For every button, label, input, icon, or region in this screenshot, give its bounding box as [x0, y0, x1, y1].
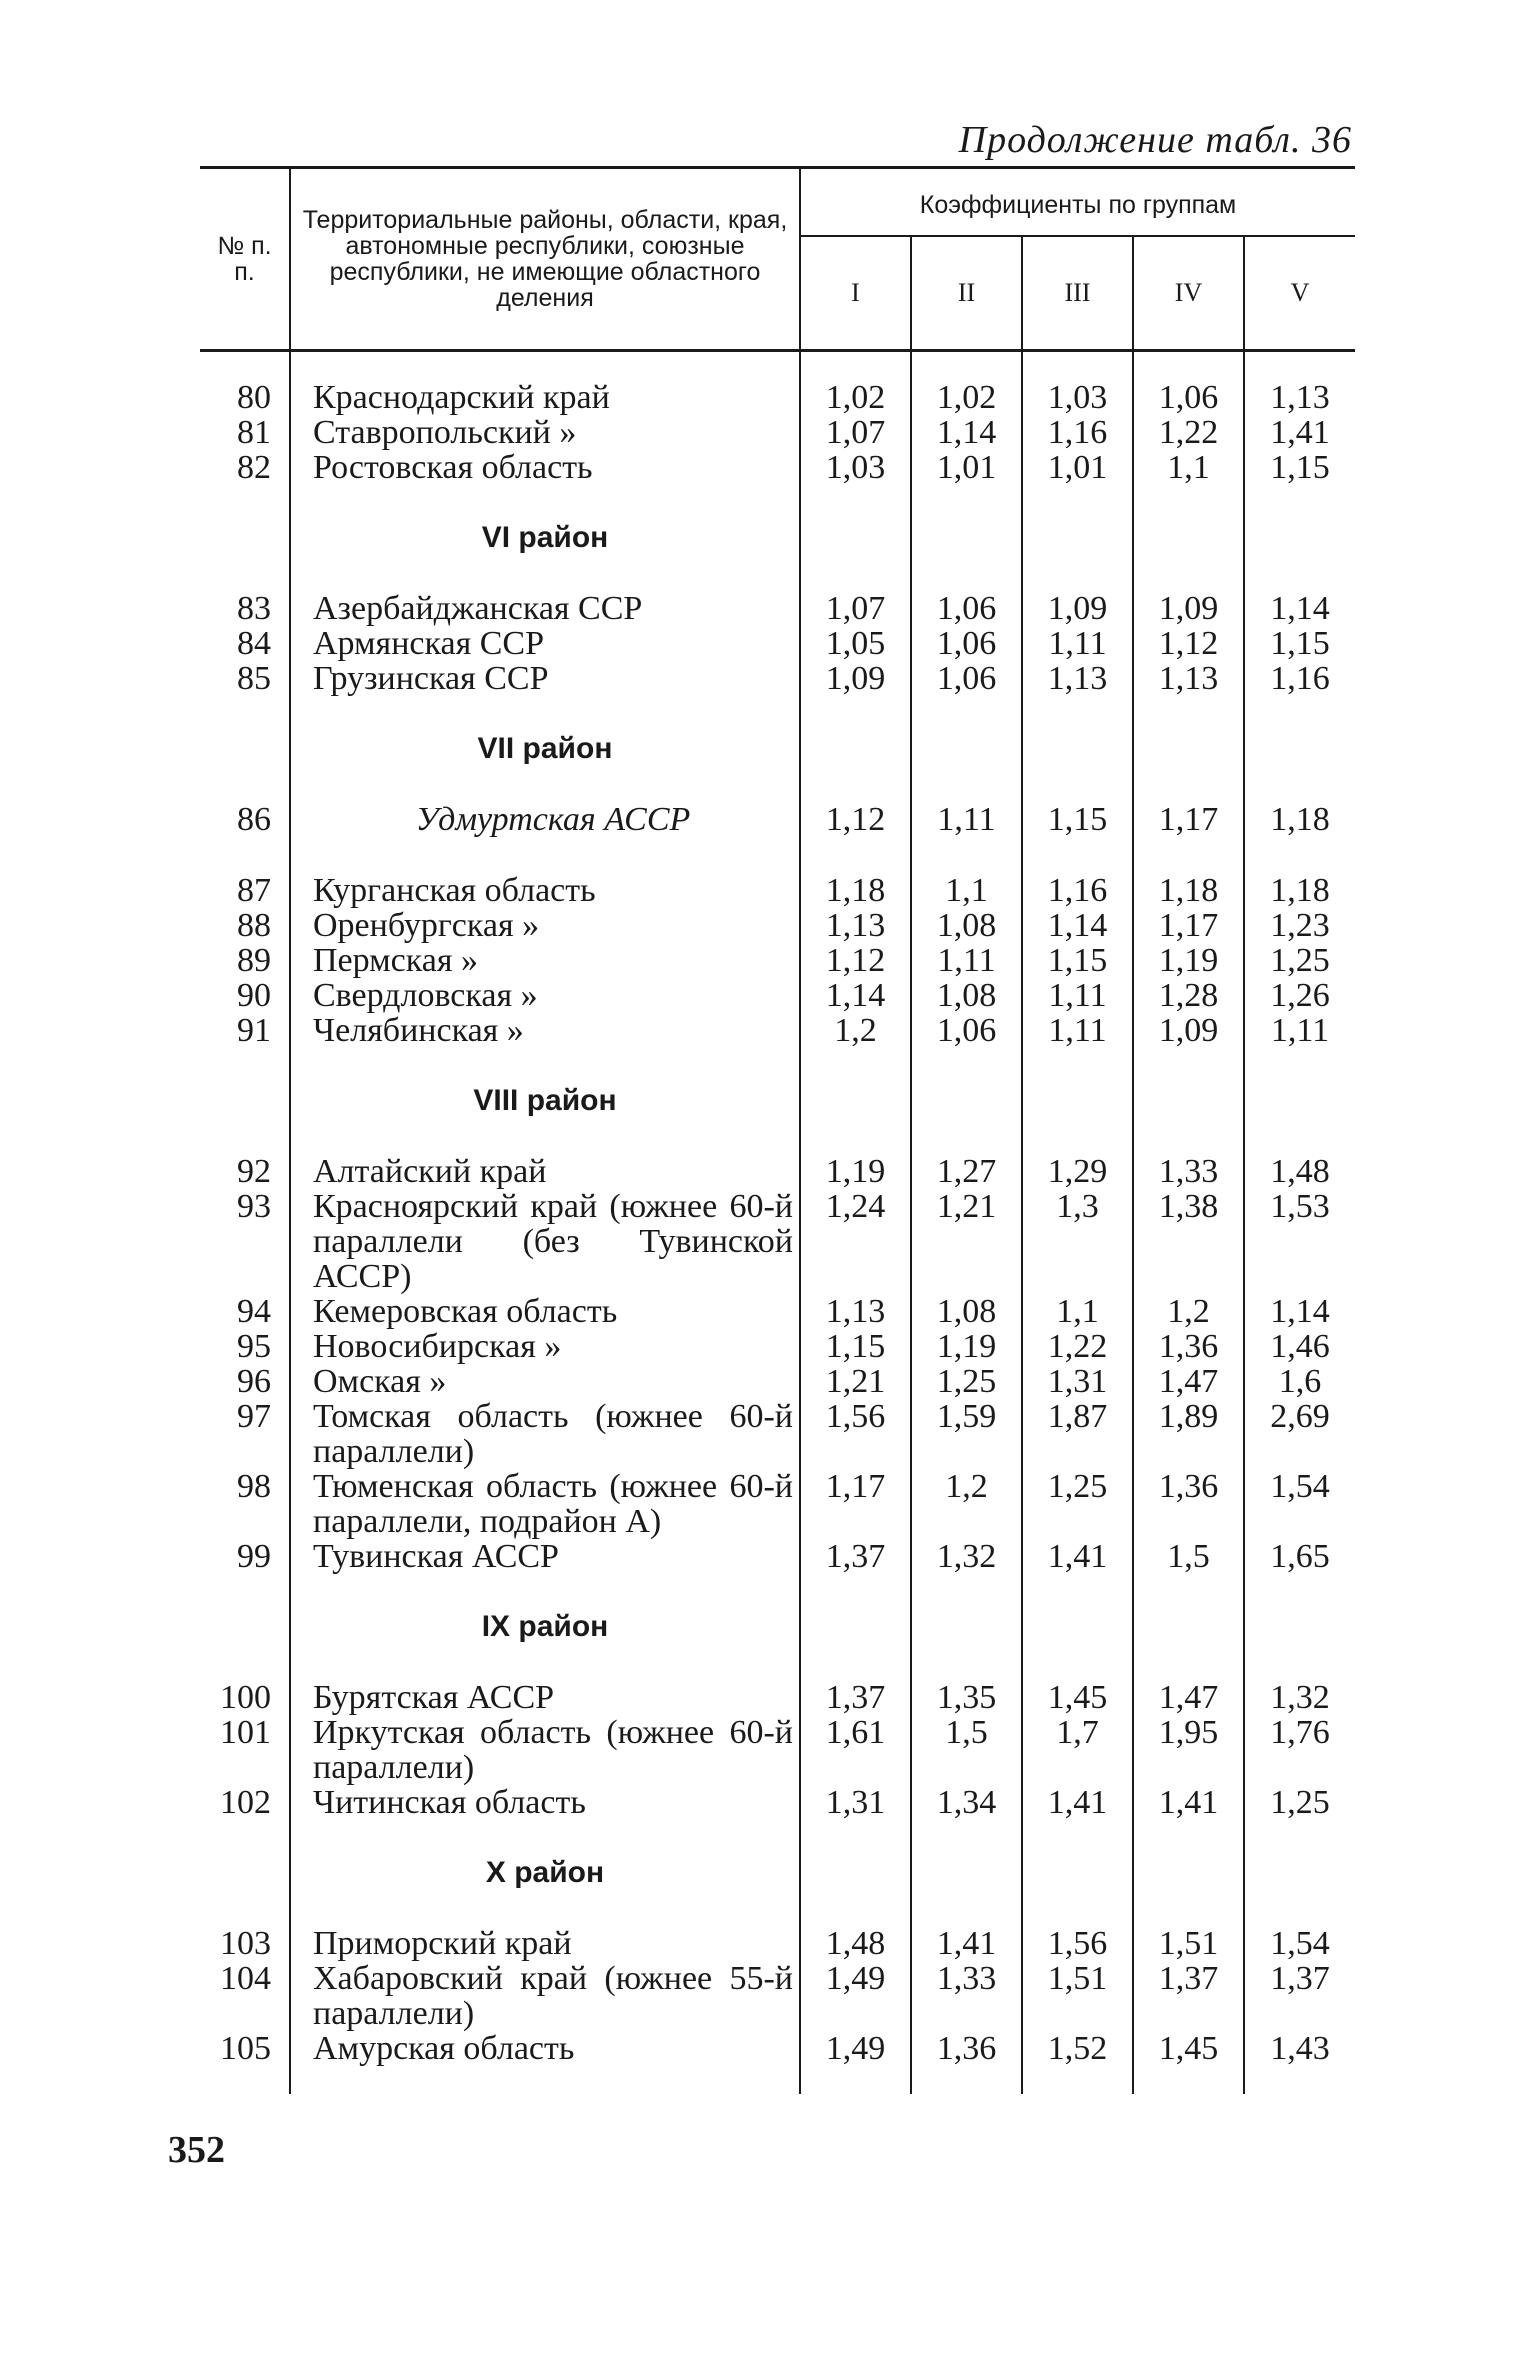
coefficient-group-5: 1,54 — [1244, 1926, 1355, 1961]
territory-name: Ставропольский » — [290, 415, 800, 450]
section-empty-cell — [911, 485, 1022, 591]
coefficient-group-2: 1,34 — [911, 1785, 1022, 1820]
section-empty-cell — [911, 1574, 1022, 1680]
coefficient-group-1: 1,17 — [800, 1469, 911, 1539]
spacer-cell — [1022, 837, 1133, 873]
section-row — [200, 696, 1355, 802]
coefficient-group-3: 1,15 — [1022, 802, 1133, 837]
row-number: 81 — [237, 414, 271, 451]
coefficient-group-5: 1,37 — [1244, 1961, 1355, 2031]
territory-name: Кемеровская область — [290, 1294, 800, 1329]
coefficient-group-1: 1,56 — [800, 1399, 911, 1469]
coefficient-group-2: 1,11 — [911, 943, 1022, 978]
coefficient-group-4: 1,22 — [1133, 415, 1244, 450]
section-empty-cell — [1022, 1820, 1133, 1926]
coefficient-group-1: 1,2 — [800, 1013, 911, 1048]
coefficient-group-4: 1,33 — [1133, 1154, 1244, 1189]
coefficient-group-4: 1,47 — [1133, 1364, 1244, 1399]
coefficient-group-4: 1,95 — [1133, 1715, 1244, 1785]
header-group-1: I — [800, 236, 911, 351]
coefficient-group-2: 1,2 — [911, 1469, 1022, 1539]
coefficient-group-2: 1,08 — [911, 1294, 1022, 1329]
table-row — [200, 591, 1355, 626]
coefficient-group-4: 1,89 — [1133, 1399, 1244, 1469]
coefficient-group-3: 1,11 — [1022, 626, 1133, 661]
coefficient-group-5: 1,41 — [1244, 415, 1355, 450]
coefficient-group-5: 1,53 — [1244, 1189, 1355, 1294]
table-row — [200, 1785, 1355, 1820]
table-row — [200, 1013, 1355, 1048]
coefficient-group-5: 1,25 — [1244, 1785, 1355, 1820]
header-group-2: II — [911, 236, 1022, 351]
coefficient-group-2: 1,32 — [911, 1539, 1022, 1574]
coefficient-group-1: 1,15 — [800, 1329, 911, 1364]
page-number: 352 — [168, 2129, 225, 2171]
row-number: 88 — [237, 907, 271, 944]
row-number: 93 — [237, 1188, 271, 1225]
coefficient-group-2: 1,06 — [911, 626, 1022, 661]
section-empty-cell — [1133, 1574, 1244, 1680]
territory-name: Удмуртская АССР — [290, 802, 800, 837]
territory-name: Ростовская область — [290, 450, 800, 485]
section-title: VI район — [290, 485, 800, 591]
coefficient-group-3: 1,1 — [1022, 1294, 1133, 1329]
coefficient-group-2: 1,33 — [911, 1961, 1022, 2031]
coefficient-group-1: 1,37 — [800, 1680, 911, 1715]
row-number: 80 — [237, 379, 271, 416]
coefficient-group-1: 1,14 — [800, 978, 911, 1013]
section-row — [200, 1574, 1355, 1680]
coefficient-group-5: 1,25 — [1244, 943, 1355, 978]
coefficient-group-4: 1,28 — [1133, 978, 1244, 1013]
territory-name: Тюменская область (южнее 60-й параллели, подрайон А) — [290, 1469, 800, 1539]
section-empty-cell — [1133, 696, 1244, 802]
territory-name: Оренбургская » — [290, 908, 800, 943]
territory-name: Новосибирская » — [290, 1329, 800, 1364]
coefficient-group-5: 1,48 — [1244, 1154, 1355, 1189]
table-row — [200, 943, 1355, 978]
spacer-cell — [1133, 837, 1244, 873]
coefficient-group-3: 1,03 — [1022, 351, 1133, 416]
territory-name: Бурятская АССР — [290, 1680, 800, 1715]
coefficient-group-2: 1,06 — [911, 661, 1022, 696]
section-title: VII район — [290, 696, 800, 802]
coefficient-group-4: 1,38 — [1133, 1189, 1244, 1294]
row-number: 96 — [237, 1363, 271, 1400]
coefficient-group-1: 1,24 — [800, 1189, 911, 1294]
coefficient-group-5: 1,32 — [1244, 1680, 1355, 1715]
coefficient-group-2: 1,02 — [911, 351, 1022, 416]
table-row — [200, 1469, 1355, 1539]
row-number: 102 — [220, 1784, 271, 1821]
coefficient-group-2: 1,06 — [911, 591, 1022, 626]
section-empty-cell — [800, 485, 911, 591]
territory-name: Приморский край — [290, 1926, 800, 1961]
coefficient-group-5: 1,14 — [1244, 591, 1355, 626]
section-row — [200, 1048, 1355, 1154]
coefficient-group-4: 1,2 — [1133, 1294, 1244, 1329]
row-number: 85 — [237, 660, 271, 697]
row-number: 92 — [237, 1153, 271, 1190]
coefficient-group-3: 1,14 — [1022, 908, 1133, 943]
territory-name: Краснодарский край — [290, 351, 800, 416]
row-number: 90 — [237, 977, 271, 1014]
territory-name: Хабаровский край (южнее 55-й параллели) — [290, 1961, 800, 2031]
coefficient-group-3: 1,52 — [1022, 2031, 1133, 2094]
table-row — [200, 1715, 1355, 1785]
section-empty-cell — [1133, 485, 1244, 591]
coefficient-group-4: 1,12 — [1133, 626, 1244, 661]
coefficient-group-5: 2,69 — [1244, 1399, 1355, 1469]
table-row — [200, 1680, 1355, 1715]
section-empty-cell — [1244, 1048, 1355, 1154]
row-number: 87 — [237, 872, 271, 909]
row-number: 98 — [237, 1468, 271, 1505]
table-row — [200, 415, 1355, 450]
coefficient-group-1: 1,12 — [800, 802, 911, 837]
table-body — [200, 351, 1355, 2095]
coefficient-group-3: 1,11 — [1022, 1013, 1133, 1048]
coefficient-group-1: 1,49 — [800, 2031, 911, 2094]
row-number: 104 — [220, 1960, 271, 1997]
coefficient-group-2: 1,11 — [911, 802, 1022, 837]
coefficient-group-5: 1,23 — [1244, 908, 1355, 943]
coefficient-group-1: 1,13 — [800, 1294, 911, 1329]
territory-name: Тувинская АССР — [290, 1539, 800, 1574]
section-row — [200, 485, 1355, 591]
coefficient-group-1: 1,02 — [800, 351, 911, 416]
coefficient-group-2: 1,41 — [911, 1926, 1022, 1961]
coefficient-group-5: 1,11 — [1244, 1013, 1355, 1048]
section-empty-cell — [911, 1048, 1022, 1154]
territory-name: Грузинская ССР — [290, 661, 800, 696]
coefficient-group-5: 1,14 — [1244, 1294, 1355, 1329]
coefficient-group-2: 1,59 — [911, 1399, 1022, 1469]
spacer-cell — [800, 837, 911, 873]
row-number: 83 — [237, 590, 271, 627]
header-group-4: IV — [1133, 236, 1244, 351]
table-row — [200, 626, 1355, 661]
coefficient-group-1: 1,61 — [800, 1715, 911, 1785]
table-row — [200, 978, 1355, 1013]
coefficient-group-4: 1,09 — [1133, 1013, 1244, 1048]
header-group-3: III — [1022, 236, 1133, 351]
territory-name: Омская » — [290, 1364, 800, 1399]
section-empty-cell — [1133, 1048, 1244, 1154]
coefficient-group-5: 1,16 — [1244, 661, 1355, 696]
coefficient-group-3: 1,3 — [1022, 1189, 1133, 1294]
coefficient-group-5: 1,15 — [1244, 626, 1355, 661]
coefficient-group-2: 1,08 — [911, 908, 1022, 943]
spacer-row — [200, 837, 1355, 873]
coefficient-group-2: 1,35 — [911, 1680, 1022, 1715]
coefficients-table — [200, 166, 1355, 2094]
coefficient-group-4: 1,41 — [1133, 1785, 1244, 1820]
coefficient-group-1: 1,49 — [800, 1961, 911, 2031]
coefficient-group-5: 1,65 — [1244, 1539, 1355, 1574]
coefficient-group-1: 1,48 — [800, 1926, 911, 1961]
section-title: VIII район — [290, 1048, 800, 1154]
header-number: № п. п. — [200, 168, 290, 351]
section-empty-cell — [1022, 1574, 1133, 1680]
coefficient-group-5: 1,18 — [1244, 802, 1355, 837]
row-number: 101 — [220, 1714, 271, 1751]
coefficient-group-3: 1,15 — [1022, 943, 1133, 978]
coefficient-group-1: 1,12 — [800, 943, 911, 978]
section-empty-cell — [911, 1820, 1022, 1926]
row-number: 105 — [220, 2030, 271, 2067]
section-number-cell — [200, 696, 290, 802]
coefficient-group-5: 1,76 — [1244, 1715, 1355, 1785]
territory-name: Амурская область — [290, 2031, 800, 2094]
coefficient-group-3: 1,13 — [1022, 661, 1133, 696]
row-number: 103 — [220, 1925, 271, 1962]
coefficient-group-1: 1,05 — [800, 626, 911, 661]
coefficient-group-4: 1,09 — [1133, 591, 1244, 626]
coefficient-group-4: 1,45 — [1133, 2031, 1244, 2094]
spacer-cell — [1244, 837, 1355, 873]
territory-name: Челябинская » — [290, 1013, 800, 1048]
coefficient-group-1: 1,31 — [800, 1785, 911, 1820]
section-empty-cell — [800, 1574, 911, 1680]
territory-name: Азербайджанская ССР — [290, 591, 800, 626]
coefficient-group-3: 1,22 — [1022, 1329, 1133, 1364]
section-empty-cell — [800, 1820, 911, 1926]
coefficient-group-2: 1,27 — [911, 1154, 1022, 1189]
territory-name: Курганская область — [290, 873, 800, 908]
coefficient-group-5: 1,54 — [1244, 1469, 1355, 1539]
spacer-cell — [200, 837, 290, 873]
coefficient-group-1: 1,07 — [800, 591, 911, 626]
territory-name: Армянская ССР — [290, 626, 800, 661]
territory-name: Красноярский край (южнее 60-й параллели (без Тувинской АССР) — [290, 1189, 800, 1294]
coefficient-group-1: 1,13 — [800, 908, 911, 943]
spacer-cell — [911, 837, 1022, 873]
section-number-cell — [200, 1820, 290, 1926]
row-number: 89 — [237, 942, 271, 979]
coefficient-group-2: 1,1 — [911, 873, 1022, 908]
coefficient-group-3: 1,29 — [1022, 1154, 1133, 1189]
table-row — [200, 1539, 1355, 1574]
territory-name: Иркутская область (южнее 60-й параллели) — [290, 1715, 800, 1785]
coefficient-group-1: 1,03 — [800, 450, 911, 485]
territory-name: Пермская » — [290, 943, 800, 978]
row-number: 82 — [237, 449, 271, 486]
coefficient-group-3: 1,16 — [1022, 873, 1133, 908]
coefficient-group-1: 1,18 — [800, 873, 911, 908]
coefficient-group-3: 1,41 — [1022, 1785, 1133, 1820]
row-number: 95 — [237, 1328, 271, 1365]
section-empty-cell — [800, 1048, 911, 1154]
coefficient-group-4: 1,51 — [1133, 1926, 1244, 1961]
row-number: 86 — [237, 801, 271, 838]
coefficient-group-3: 1,31 — [1022, 1364, 1133, 1399]
header-coefficients: Коэффициенты по группам — [800, 168, 1355, 237]
section-number-cell — [200, 1048, 290, 1154]
coefficient-group-4: 1,17 — [1133, 802, 1244, 837]
territory-name: Алтайский край — [290, 1154, 800, 1189]
coefficient-group-2: 1,06 — [911, 1013, 1022, 1048]
coefficient-group-4: 1,13 — [1133, 661, 1244, 696]
coefficient-group-3: 1,56 — [1022, 1926, 1133, 1961]
coefficient-group-5: 1,15 — [1244, 450, 1355, 485]
table-row — [200, 661, 1355, 696]
row-number: 84 — [237, 625, 271, 662]
section-empty-cell — [1022, 696, 1133, 802]
spacer-cell — [290, 837, 800, 873]
coefficient-group-2: 1,14 — [911, 415, 1022, 450]
territory-name: Читинская область — [290, 1785, 800, 1820]
section-empty-cell — [800, 696, 911, 802]
territory-name: Томская область (южнее 60-й параллели) — [290, 1399, 800, 1469]
coefficient-group-3: 1,25 — [1022, 1469, 1133, 1539]
section-empty-cell — [1244, 1820, 1355, 1926]
section-empty-cell — [1244, 485, 1355, 591]
coefficient-group-1: 1,09 — [800, 661, 911, 696]
section-empty-cell — [1244, 696, 1355, 802]
table-row — [200, 802, 1355, 837]
row-number: 100 — [220, 1679, 271, 1716]
table-row — [200, 2031, 1355, 2094]
header-territory: Территориальные районы, области, края, автономные республики, союзные республики, не имеющие областного деления — [290, 168, 800, 351]
coefficient-group-4: 1,36 — [1133, 1329, 1244, 1364]
coefficient-group-5: 1,46 — [1244, 1329, 1355, 1364]
coefficient-group-4: 1,18 — [1133, 873, 1244, 908]
coefficient-group-4: 1,47 — [1133, 1680, 1244, 1715]
coefficient-group-2: 1,01 — [911, 450, 1022, 485]
table-row — [200, 1961, 1355, 2031]
table-row — [200, 1329, 1355, 1364]
row-number: 94 — [237, 1293, 271, 1330]
coefficient-group-1: 1,21 — [800, 1364, 911, 1399]
table-caption: Продолжение табл. 36 — [958, 119, 1352, 161]
coefficient-group-4: 1,1 — [1133, 450, 1244, 485]
coefficient-group-3: 1,16 — [1022, 415, 1133, 450]
section-title: X район — [290, 1820, 800, 1926]
section-empty-cell — [1244, 1574, 1355, 1680]
section-row — [200, 1820, 1355, 1926]
coefficient-group-4: 1,37 — [1133, 1961, 1244, 2031]
coefficient-group-2: 1,21 — [911, 1189, 1022, 1294]
table-row — [200, 1364, 1355, 1399]
table-row — [200, 1154, 1355, 1189]
section-empty-cell — [1022, 485, 1133, 591]
coefficient-group-3: 1,01 — [1022, 450, 1133, 485]
coefficient-group-5: 1,13 — [1244, 351, 1355, 416]
coefficient-group-1: 1,19 — [800, 1154, 911, 1189]
coefficient-group-2: 1,5 — [911, 1715, 1022, 1785]
table-row — [200, 873, 1355, 908]
coefficient-group-4: 1,5 — [1133, 1539, 1244, 1574]
table-header — [200, 168, 1355, 351]
coefficient-group-3: 1,41 — [1022, 1539, 1133, 1574]
coefficient-group-3: 1,51 — [1022, 1961, 1133, 2031]
coefficient-group-4: 1,06 — [1133, 351, 1244, 416]
table-row — [200, 1189, 1355, 1294]
coefficient-group-2: 1,19 — [911, 1329, 1022, 1364]
row-number: 97 — [237, 1398, 271, 1435]
coefficient-group-3: 1,11 — [1022, 978, 1133, 1013]
territory-name: Свердловская » — [290, 978, 800, 1013]
coefficient-group-1: 1,07 — [800, 415, 911, 450]
header-group-5: V — [1244, 236, 1355, 351]
table-row — [200, 1926, 1355, 1961]
coefficient-group-3: 1,87 — [1022, 1399, 1133, 1469]
section-empty-cell — [911, 696, 1022, 802]
section-title: IX район — [290, 1574, 800, 1680]
coefficient-group-2: 1,25 — [911, 1364, 1022, 1399]
table-row — [200, 1399, 1355, 1469]
table-row — [200, 1294, 1355, 1329]
table-row — [200, 351, 1355, 416]
coefficient-group-2: 1,36 — [911, 2031, 1022, 2094]
table-row — [200, 450, 1355, 485]
coefficient-group-5: 1,18 — [1244, 873, 1355, 908]
coefficient-group-5: 1,6 — [1244, 1364, 1355, 1399]
section-empty-cell — [1133, 1820, 1244, 1926]
coefficient-group-5: 1,26 — [1244, 978, 1355, 1013]
coefficient-group-3: 1,45 — [1022, 1680, 1133, 1715]
row-number: 91 — [237, 1012, 271, 1049]
coefficient-group-1: 1,37 — [800, 1539, 911, 1574]
section-empty-cell — [1022, 1048, 1133, 1154]
coefficient-group-5: 1,43 — [1244, 2031, 1355, 2094]
table-row — [200, 908, 1355, 943]
coefficient-group-4: 1,19 — [1133, 943, 1244, 978]
coefficient-group-2: 1,08 — [911, 978, 1022, 1013]
row-number: 99 — [237, 1538, 271, 1575]
section-number-cell — [200, 485, 290, 591]
coefficient-group-4: 1,17 — [1133, 908, 1244, 943]
coefficient-group-3: 1,7 — [1022, 1715, 1133, 1785]
coefficient-group-3: 1,09 — [1022, 591, 1133, 626]
section-number-cell — [200, 1574, 290, 1680]
coefficient-group-4: 1,36 — [1133, 1469, 1244, 1539]
